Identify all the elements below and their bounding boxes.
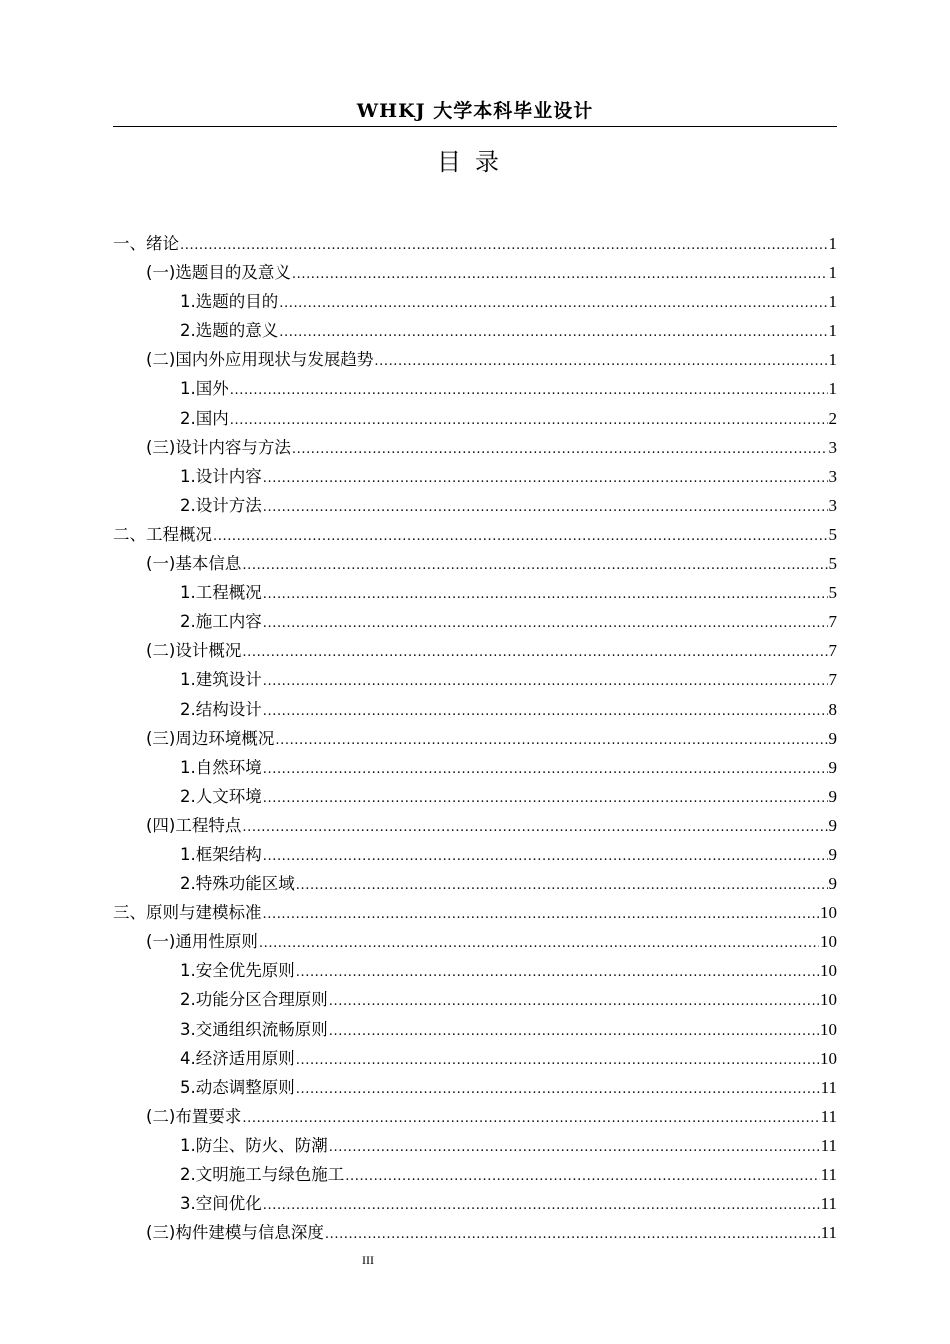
toc-entry-label: 3.交通组织流畅原则 xyxy=(180,1019,328,1039)
toc-leader-dots xyxy=(213,522,828,551)
toc-leader-dots xyxy=(329,987,819,1016)
toc-leader-dots xyxy=(345,1162,819,1191)
toc-entry[interactable] xyxy=(113,433,837,462)
toc-entry[interactable] xyxy=(113,840,837,869)
toc-entry-page: 9 xyxy=(828,844,837,864)
toc-entry-page: 8 xyxy=(828,699,837,719)
toc-leader-dots xyxy=(296,871,828,900)
toc-entry[interactable] xyxy=(113,316,837,345)
toc-entry-page: 9 xyxy=(828,815,837,835)
toc-leader-dots xyxy=(296,1075,820,1104)
toc-entry-page: 2 xyxy=(828,408,837,428)
toc-entry-page: 10 xyxy=(820,903,837,923)
toc-leader-dots xyxy=(263,784,828,813)
toc-leader-dots xyxy=(259,929,819,958)
toc-entry[interactable] xyxy=(113,811,837,840)
toc-entry-page: 11 xyxy=(820,1165,837,1184)
toc-entry-page: 11 xyxy=(820,1223,837,1243)
toc-entry[interactable] xyxy=(113,404,837,433)
toc-entry-page: 10 xyxy=(820,932,837,952)
toc-entry-label: 2.施工内容 xyxy=(180,612,262,632)
toc-leader-dots xyxy=(329,1017,819,1046)
toc-entry-label: (一)通用性原则 xyxy=(146,932,258,952)
toc-entry-label: 1.设计内容 xyxy=(180,466,262,486)
toc-entry-label: 1.防尘、防火、防潮 xyxy=(180,1135,328,1155)
toc-entry[interactable] xyxy=(113,636,837,665)
toc-entry[interactable] xyxy=(113,491,837,520)
toc-entry[interactable] xyxy=(113,927,837,956)
toc-entry-page: 1 xyxy=(828,292,837,312)
toc-entry-page: 5 xyxy=(828,524,837,544)
toc-entry[interactable] xyxy=(113,898,837,927)
toc-entry-page: 9 xyxy=(828,728,837,748)
page-number: III xyxy=(362,1253,374,1267)
toc-leader-dots xyxy=(263,900,820,929)
toc-entry-label: 1.国外 xyxy=(180,379,229,399)
toc-entry[interactable] xyxy=(113,1218,837,1247)
toc-entry[interactable] xyxy=(113,1131,837,1160)
table-of-contents xyxy=(113,229,837,1247)
toc-entry-page: 5 xyxy=(828,554,837,574)
toc-entry-label: 一、绪论 xyxy=(113,234,179,253)
toc-leader-dots xyxy=(242,813,827,842)
toc-entry-label: (四)工程特点 xyxy=(146,815,242,835)
toc-leader-dots xyxy=(374,347,827,376)
toc-leader-dots xyxy=(180,231,828,260)
toc-entry-page: 9 xyxy=(828,757,837,777)
toc-entry[interactable] xyxy=(113,753,837,782)
toc-heading: 目录 xyxy=(437,148,513,176)
toc-entry-page: 10 xyxy=(820,1048,837,1068)
toc-entry-page: 3 xyxy=(828,437,837,457)
toc-entry-page: 3 xyxy=(828,495,837,515)
toc-entry-label: 2.国内 xyxy=(180,408,229,428)
toc-entry-label: 2.功能分区合理原则 xyxy=(180,990,328,1010)
toc-entry-page: 11 xyxy=(820,1077,837,1097)
toc-entry-label: 1.自然环境 xyxy=(180,757,262,777)
toc-leader-dots xyxy=(263,667,828,696)
toc-entry-label: 2.设计方法 xyxy=(180,495,262,515)
toc-entry-page: 10 xyxy=(820,961,837,981)
header-divider xyxy=(113,126,837,127)
toc-entry[interactable] xyxy=(113,956,837,985)
toc-leader-dots xyxy=(242,551,827,580)
toc-entry-label: 2.特殊功能区域 xyxy=(180,874,295,894)
toc-entry-label: (一)选题目的及意义 xyxy=(146,263,291,283)
toc-entry-page: 10 xyxy=(820,1019,837,1039)
toc-entry-label: 1.框架结构 xyxy=(180,844,262,864)
toc-entry-page: 1 xyxy=(828,234,837,253)
toc-entry-label: (二)设计概况 xyxy=(146,641,242,661)
toc-entry[interactable] xyxy=(113,1073,837,1102)
toc-entry-page: 7 xyxy=(828,641,837,661)
toc-entry[interactable] xyxy=(113,1015,837,1044)
toc-leader-dots xyxy=(292,435,828,464)
toc-entry[interactable] xyxy=(113,869,837,898)
toc-leader-dots xyxy=(263,1191,820,1220)
toc-entry[interactable] xyxy=(113,462,837,491)
toc-entry[interactable] xyxy=(113,724,837,753)
toc-entry-page: 11 xyxy=(820,1194,837,1214)
toc-entry[interactable] xyxy=(113,549,837,578)
toc-leader-dots xyxy=(279,289,827,318)
toc-entry-page: 5 xyxy=(828,583,837,603)
toc-leader-dots xyxy=(263,842,828,871)
toc-entry-page: 1 xyxy=(828,321,837,341)
toc-leader-dots xyxy=(230,376,828,405)
toc-entry[interactable] xyxy=(113,985,837,1014)
toc-entry-label: (三)周边环境概况 xyxy=(146,728,275,748)
toc-entry[interactable] xyxy=(113,345,837,374)
toc-entry-label: 5.动态调整原则 xyxy=(180,1077,295,1097)
toc-entry[interactable] xyxy=(113,520,837,549)
toc-entry[interactable] xyxy=(113,374,837,403)
toc-entry[interactable] xyxy=(113,665,837,694)
toc-leader-dots xyxy=(296,958,819,987)
toc-entry-page: 11 xyxy=(820,1106,837,1126)
toc-entry[interactable] xyxy=(113,1189,837,1218)
toc-leader-dots xyxy=(325,1220,820,1249)
toc-entry-page: 9 xyxy=(828,874,837,894)
toc-leader-dots xyxy=(263,464,828,493)
toc-entry-label: (二)布置要求 xyxy=(146,1106,242,1126)
toc-entry-page: 7 xyxy=(828,612,837,632)
toc-leader-dots xyxy=(242,1104,819,1133)
toc-entry-page: 1 xyxy=(828,263,837,283)
toc-leader-dots xyxy=(263,697,828,726)
toc-entry-label: 3.空间优化 xyxy=(180,1194,262,1214)
toc-entry-label: 1.安全优先原则 xyxy=(180,961,295,981)
toc-leader-dots xyxy=(230,406,828,435)
toc-entry-page: 9 xyxy=(828,786,837,806)
toc-entry-label: (一)基本信息 xyxy=(146,554,242,574)
toc-leader-dots xyxy=(263,755,828,784)
toc-entry-label: 2.选题的意义 xyxy=(180,321,279,341)
toc-entry-label: 2.结构设计 xyxy=(180,699,262,719)
toc-entry[interactable] xyxy=(113,695,837,724)
toc-entry-page: 10 xyxy=(820,990,837,1010)
toc-entry[interactable] xyxy=(113,782,837,811)
toc-entry-page: 1 xyxy=(828,350,837,370)
toc-leader-dots xyxy=(275,726,827,755)
document-header-title: WHKJ 大学本科毕业设计 xyxy=(356,100,594,122)
toc-entry-label: 1.工程概况 xyxy=(180,583,262,603)
toc-leader-dots xyxy=(242,638,827,667)
toc-entry-page: 1 xyxy=(828,379,837,399)
toc-entry-label: 三、原则与建模标准 xyxy=(113,903,262,923)
toc-leader-dots xyxy=(329,1133,820,1162)
toc-entry-label: (三)设计内容与方法 xyxy=(146,437,291,457)
toc-entry-page: 11 xyxy=(820,1135,837,1155)
toc-entry-label: 1.选题的目的 xyxy=(180,292,279,312)
toc-entry-label: 二、工程概况 xyxy=(113,524,212,544)
toc-entry-label: 2.人文环境 xyxy=(180,786,262,806)
toc-entry[interactable] xyxy=(113,287,837,316)
toc-leader-dots xyxy=(296,1046,819,1075)
toc-entry-page: 7 xyxy=(828,670,837,690)
toc-leader-dots xyxy=(263,609,828,638)
toc-entry-label: 2.文明施工与绿色施工 xyxy=(180,1165,345,1184)
toc-entry-label: (二)国内外应用现状与发展趋势 xyxy=(146,350,374,370)
toc-leader-dots xyxy=(263,493,828,522)
toc-entry[interactable] xyxy=(113,607,837,636)
toc-entry-label: 4.经济适用原则 xyxy=(180,1048,295,1068)
toc-entry[interactable] xyxy=(113,1102,837,1131)
toc-leader-dots xyxy=(263,580,828,609)
toc-leader-dots xyxy=(292,260,828,289)
toc-entry-page: 3 xyxy=(828,466,837,486)
toc-entry-label: 1.建筑设计 xyxy=(180,670,262,690)
toc-entry[interactable] xyxy=(113,258,837,287)
toc-entry-label: (三)构件建模与信息深度 xyxy=(146,1223,324,1243)
toc-entry[interactable] xyxy=(113,229,837,258)
toc-entry[interactable] xyxy=(113,1044,837,1073)
toc-entry[interactable] xyxy=(113,578,837,607)
toc-entry[interactable] xyxy=(113,1160,837,1189)
toc-leader-dots xyxy=(279,318,827,347)
